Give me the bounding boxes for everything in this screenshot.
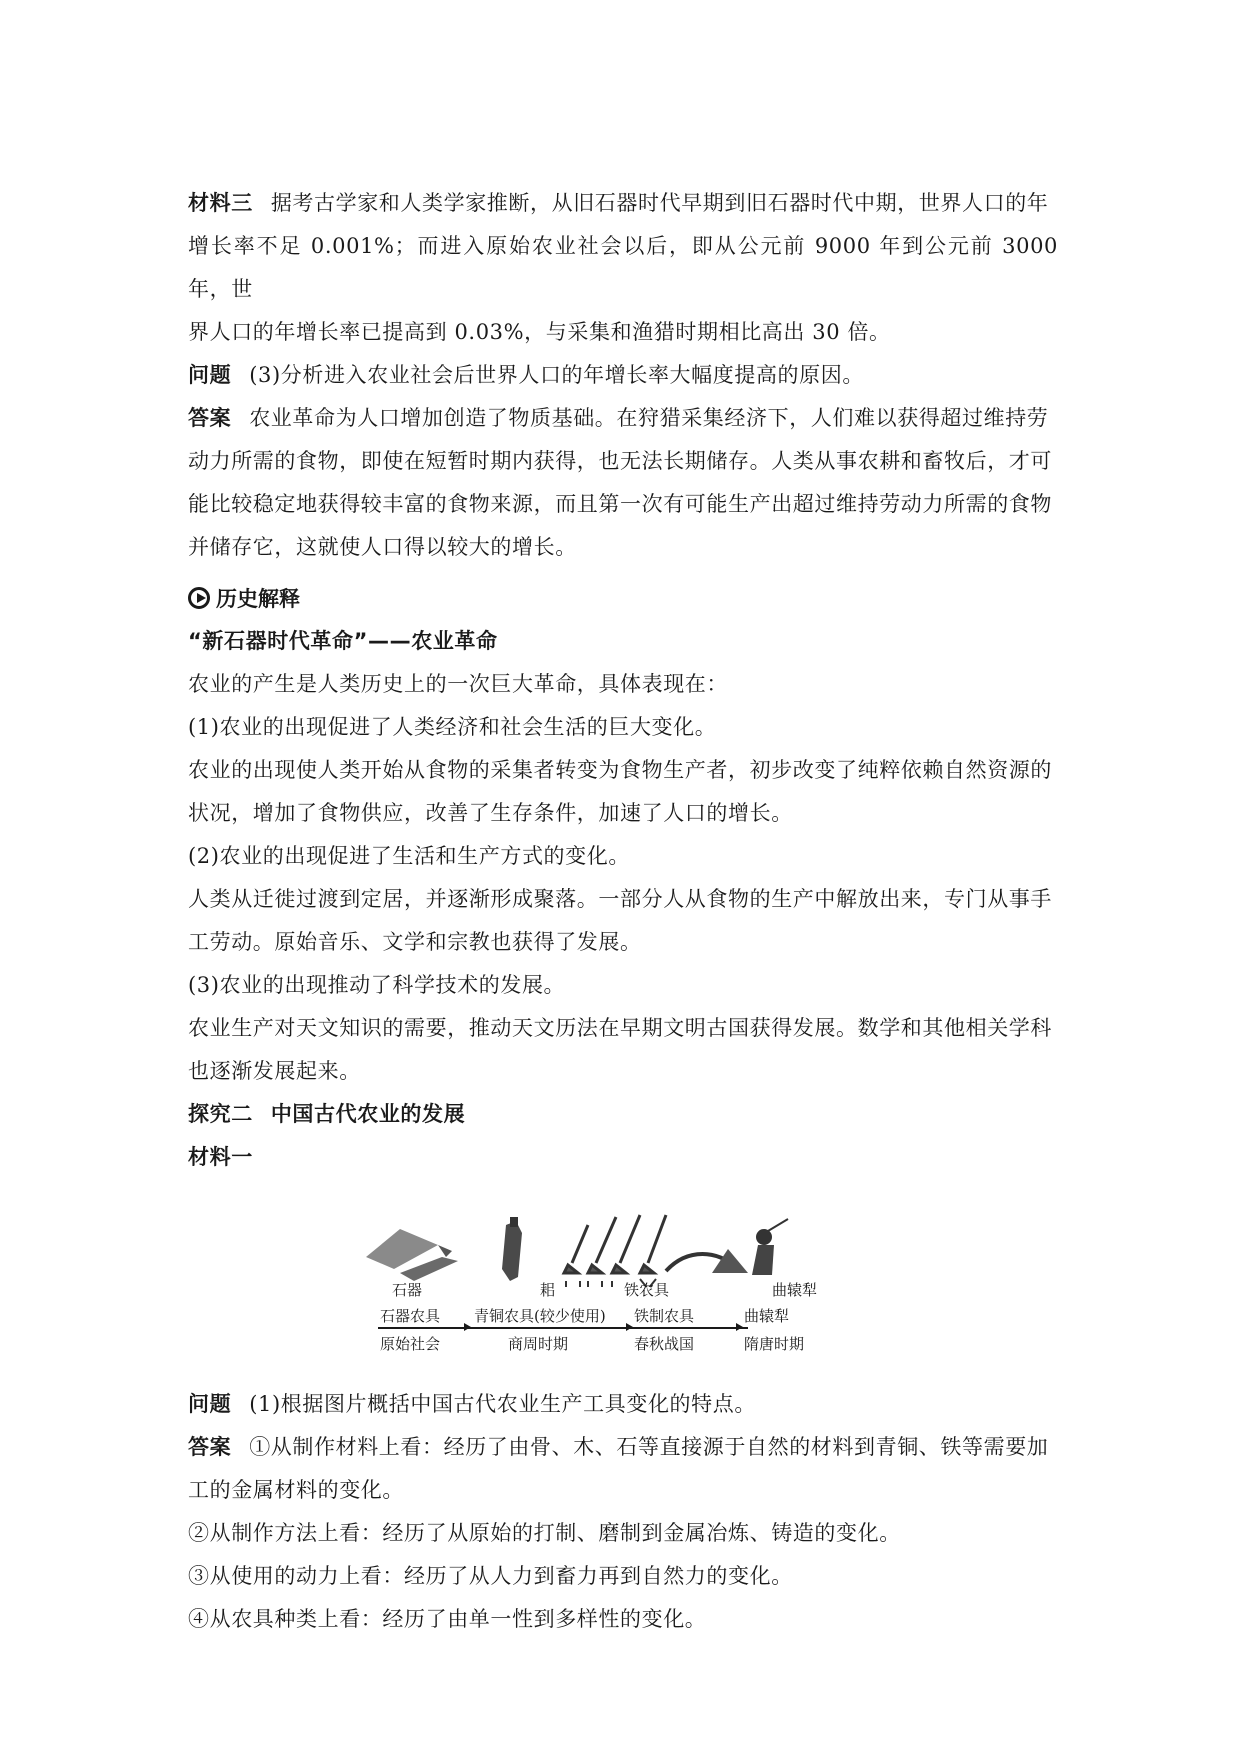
top-label-plough: 曲辕犁 [772, 1281, 818, 1299]
period-spring-autumn: 春秋战国 [634, 1335, 695, 1353]
material3-line-1: 材料三 据考古学家和人类学家推断，从旧石器时代早期到旧石器时代中期，世界人口的年 [188, 191, 1049, 215]
history-point-1-line-1: 农业的出现使人类开始从食物的采集者转变为食物生产者，初步改变了纯粹依赖自然资源的 [188, 758, 1052, 782]
history-section-title: 历史解释 [216, 586, 300, 611]
farming-tools-illustration [188, 1187, 1058, 1287]
material3-line-3: 界人口的年增长率已提高到 0.03%，与采集和渔猎时期相比高出 30 倍。 [188, 320, 891, 344]
explore2-title: 中国古代农业的发展 [270, 1102, 466, 1126]
material3-line-2: 增长率不足 0.001%；而进入原始农业社会以后，即从公元前 9000 年到公元前 3000 年，世 [188, 234, 1058, 301]
period-sui-tang: 隋唐时期 [744, 1335, 805, 1353]
history-intro: 农业的产生是人类历史上的一次巨大革命，具体表现在： [188, 672, 728, 696]
top-label-iron: 铁农具 [624, 1281, 670, 1299]
answer3-label: 答案 [188, 406, 232, 430]
history-point-3-heading: (3)农业的出现推动了科学技术的发展。 [188, 973, 566, 997]
history-subtitle: “新石器时代革命”——农业革命 [188, 629, 498, 653]
arrow-icon [626, 1323, 633, 1331]
question1: 问题 (1)根据图片概括中国古代农业生产工具变化的特点。 [188, 1392, 756, 1416]
material1-label: 材料一 [188, 1145, 253, 1169]
history-point-2-heading: (2)农业的出现促进了生活和生产方式的变化。 [188, 844, 630, 868]
material3-label: 材料三 [188, 191, 253, 215]
explore2-heading [188, 1093, 1058, 1136]
question3-label: 问题 [188, 363, 232, 387]
mid-label-plough: 曲辕犁 [744, 1307, 790, 1325]
arrow-icon [736, 1323, 743, 1331]
history-point-1-line-2: 状况，增加了食物供应，改善了生存条件，加速了人口的增长。 [188, 801, 793, 825]
timeline-line [378, 1327, 748, 1329]
history-section-heading [188, 575, 1058, 620]
history-point-1-heading: (1)农业的出现促进了人类经济和社会生活的巨大变化。 [188, 715, 717, 739]
answer1-line-2: 工的金属材料的变化。 [188, 1478, 404, 1502]
top-label-stone: 石器 [392, 1281, 423, 1299]
iron-tools-image [564, 1215, 666, 1287]
answer1-line-1: 答案 ①从制作材料上看：经历了由骨、木、石等直接源于自然的材料到青铜、铁等需要加 [188, 1435, 1049, 1459]
material1-heading [188, 1136, 1058, 1179]
answer3-line-3: 能比较稳定地获得较丰富的食物来源，而且第一次有可能生产出超过维持劳动力所需的食物 [188, 492, 1052, 516]
play-circle-icon [188, 587, 210, 609]
history-point-3-line-1: 农业生产对天文知识的需要，推动天文历法在早期文明古国获得发展。数学和其他相关学科 [188, 1016, 1052, 1040]
explore2-label: 探究二 [188, 1102, 253, 1126]
si-tool-image [502, 1217, 522, 1281]
document-page [188, 182, 1058, 1641]
mid-label-stone-tools: 石器农具 [380, 1307, 441, 1325]
history-point-3-line-2: 也逐渐发展起来。 [188, 1059, 361, 1083]
period-primitive: 原始社会 [380, 1335, 441, 1353]
answer3-line-2: 动力所需的食物，即使在短暂时期内获得，也无法长期储存。人类从事农耕和畜牧后，才可 [188, 449, 1052, 473]
arrow-icon [464, 1323, 471, 1331]
farming-tools-figure [188, 1187, 1058, 1377]
answer1-line-3: ②从制作方法上看：经历了从原始的打制、磨制到金属冶炼、铸造的变化。 [188, 1521, 901, 1545]
curved-plough-image [666, 1219, 788, 1275]
history-point-2-line-1: 人类从迁徙过渡到定居，并逐渐形成聚落。一部分人从食物的生产中解放出来，专门从事手 [188, 887, 1052, 911]
answer1-label: 答案 [188, 1435, 232, 1459]
answer1-line-5: ④从农具种类上看：经历了由单一性到多样性的变化。 [188, 1607, 707, 1631]
question3: 问题 (3)分析进入农业社会后世界人口的年增长率大幅度提高的原因。 [188, 363, 864, 387]
answer3-line-1: 答案 农业革命为人口增加创造了物质基础。在狩猎采集经济下，人们难以获得超过维持劳 [188, 406, 1049, 430]
mid-label-iron-tools: 铁制农具 [634, 1307, 695, 1325]
question1-label: 问题 [188, 1392, 232, 1416]
answer3-line-4: 并储存它，这就使人口得以较大的增长。 [188, 535, 577, 559]
mid-label-bronze-tools: 青铜农具(较少使用) [474, 1307, 606, 1325]
period-shang-zhou: 商周时期 [508, 1335, 569, 1353]
top-label-si: 耜 [540, 1281, 556, 1299]
stone-tool-image [366, 1229, 458, 1281]
history-point-2-line-2: 工劳动。原始音乐、文学和宗教也获得了发展。 [188, 930, 642, 954]
answer1-line-4: ③从使用的动力上看：经历了从人力到畜力再到自然力的变化。 [188, 1564, 793, 1588]
